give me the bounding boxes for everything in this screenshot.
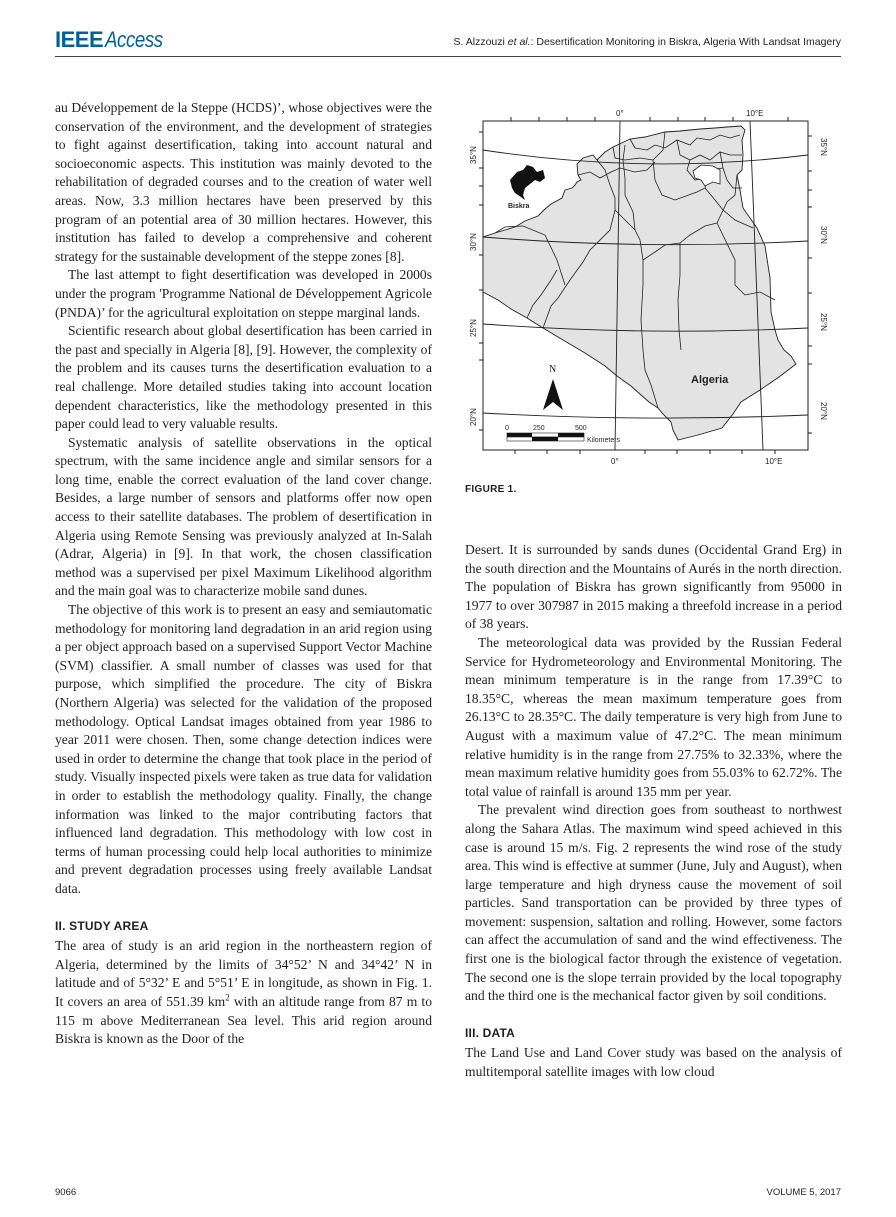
running-head-etal: et al.: [507, 36, 531, 48]
study-area-text-b: with an altitude range from 87 m to 115 m above Mediterranean Sea level. This arid region around Biskra is known as the Door of the: [55, 993, 432, 1047]
scale-tick-500: 500: [575, 425, 587, 432]
lon-label-bottom-10e: 10°E: [765, 457, 783, 466]
paragraph: au Développement de la Steppe (HCDS)’, whose objectives were the conservation of the environment, and the development of strategies to fight against desertification, taking into account natural and socioeconomic aspects. This institution was mainly devoted to the rehabilitation of degraded courses and to the creation of water well areas. Now, 3.3 million hectares have been preserved by this program of an potential area of 30 million hectares. However, this institution has failed to develop a comprehensive and coherent strategy for the sustainable development of the steppe zones [8].: [55, 100, 432, 264]
biskra-label: Biskra: [508, 203, 530, 210]
running-head-authors: S. Alzzouzi: [453, 36, 505, 48]
paragraph-study-area: [55, 937, 432, 1049]
logo-access: Access: [105, 27, 163, 52]
lat-label-left-30: 30°N: [469, 233, 478, 251]
figure-caption: FIGURE 1.: [465, 484, 517, 495]
logo-ieee: IEEE: [55, 27, 104, 52]
page-number: 9066: [55, 1187, 77, 1198]
study-area-text-a: The area of study is an arid region in the northeastern region of Algeria, determined by the limits of 34°52’ N and 34°42’ N in latitude and of 5°32’ E and 5°51’ E in longitude, as shown in Fig. 1. It covers an area of 551.39 km: [55, 938, 432, 1009]
section-heading-study-area: II. STUDY AREA: [55, 918, 149, 933]
lat-label-left-20: 20°N: [469, 408, 478, 426]
volume-info: VOLUME 5, 2017: [766, 1187, 841, 1198]
running-head-title: : Desertification Monitoring in Biskra, Algeria With Landsat Imagery: [530, 36, 841, 48]
paragraph: Systematic analysis of satellite observations in the optical spectrum, with the same incidence angle and similar sensors for a long time, enable the correct evaluation of the land cover change. Besides, a large number of sensors and platforms offer now open access to their satellite databases. The problem of desertification in Algeria using Remote Sensing was previously analyzed at In-Salah (Adrar, Algeria) in [9]. In that work, the chosen classification method was a supervised per pixel Maximum Likelihood algorithm and the main goal was to characterize mobile sand dunes.: [55, 434, 432, 599]
journal-logo: [55, 28, 173, 52]
figure-1-map: [465, 100, 842, 500]
page-header: [55, 22, 841, 57]
lon-label-bottom-0: 0°: [611, 457, 619, 466]
scale-unit: Kilometers: [587, 437, 621, 444]
lat-label-right-30: 30°N: [819, 226, 828, 244]
scale-tick-250: 250: [533, 425, 545, 432]
section-heading-data: III. DATA: [465, 1025, 516, 1040]
right-column: [465, 541, 842, 1082]
lat-label-right-20: 20°N: [819, 402, 828, 420]
scale-tick-0: 0: [505, 425, 509, 432]
paragraph-data: The Land Use and Land Cover study was based on the analysis of multitemporal satellite images with low cloud: [465, 1045, 842, 1080]
algeria-map: [465, 100, 842, 500]
superscript: 2: [225, 992, 230, 1003]
algeria-label: Algeria: [691, 374, 729, 386]
north-label: N: [549, 364, 557, 375]
paragraph: The last attempt to fight desertification was developed in 2000s under the program 'Programme National de Développement Agricole (PNDA)’ for the agricultural exploitation on steppe marginal lands.: [55, 267, 432, 320]
lat-label-left-35: 35°N: [469, 146, 478, 164]
lat-label-right-25: 25°N: [819, 313, 828, 331]
scale-bar: [507, 433, 584, 441]
lat-label-left-25: 25°N: [469, 319, 478, 337]
running-head: [453, 36, 841, 48]
paragraph: Desert. It is surrounded by sands dunes (Occidental Grand Erg) in the south direction and the Mountains of Aurés in the north direction. The population of Biskra has grown significantly from 95000 in 1977 to over 307987 in 2015 making a threefold increase in a period of 38 years.: [465, 542, 842, 632]
lon-label-top-10e: 10°E: [746, 109, 764, 118]
paragraph: Scientific research about global desertification has been carried in the past and specially in Algeria [8], [9]. However, the complexity of the problem and its causes turns the desertification evaluation to a real challenge. More detailed studies taking into account location dependent characteristics, like the methodology presented in this paper could lead to very valuable results.: [55, 323, 432, 432]
lon-label-top-0: 0°: [616, 109, 624, 118]
lat-label-right-35: 35°N: [819, 138, 828, 156]
paragraph: The meteorological data was provided by the Russian Federal Service for Hydrometeorology and Environmental Monitoring. The mean minimum temperature is in the range from 17.39°C to 18.35°C, whereas the mean maximum temperature goes from 26.13°C to 28.35°C. The daily temperature is very high from June to August with a maximum value of 47.2°C. The mean minimum relative humidity is in the range from 27.75% to 32.33%, where the mean maximum relative humidity goes from 55.03% to 62.72%. The total value of rainfall is around 135 mm per year.: [465, 634, 842, 799]
paragraph: The objective of this work is to present an easy and semiautomatic methodology for monitoring land degradation in an arid region using a per object approach based on a supervised Support Vector Machine (SVM) classifier. A small number of classes was used for that purpose, which simplified the procedure. The city of Biskra (Northern Algeria) was selected for the validation of the proposed methodology. Optical Landsat images obtained from year 1986 to year 2011 were chosen. Then, some change detection indices were used in order to determine the change that took place in the period of study. Visually inspected pixels were taken as true data for validation in order to establish the methodology quality. Finally, the change information was linked to the major contributing factors that influenced land degradation. This methodology with low cost in terms of human processing could help local authorities to minimize and prevent degradation processes using freely available Landsat data.: [55, 602, 432, 896]
left-column: [55, 99, 432, 1049]
paragraph: The prevalent wind direction goes from southeast to northwest along the Sahara Atlas. The maximum wind speed achieved in this case is around 15 m/s. Fig. 2 represents the wind rose of the study area. This wind is effective at summer (June, July and August), when large temperature and high dryness cause the movement of soil particles. Sand transportation can be provided by three types of movement: suspension, saltation and rolling. However, some factors can affect the accumulation of sand and the wind effectiveness. The first one is the biological factor through the existence of vegetation. The second one is the slope terrain provided by the local topography and the third one is the mechanical factor given by soil conditions.: [465, 802, 842, 1004]
